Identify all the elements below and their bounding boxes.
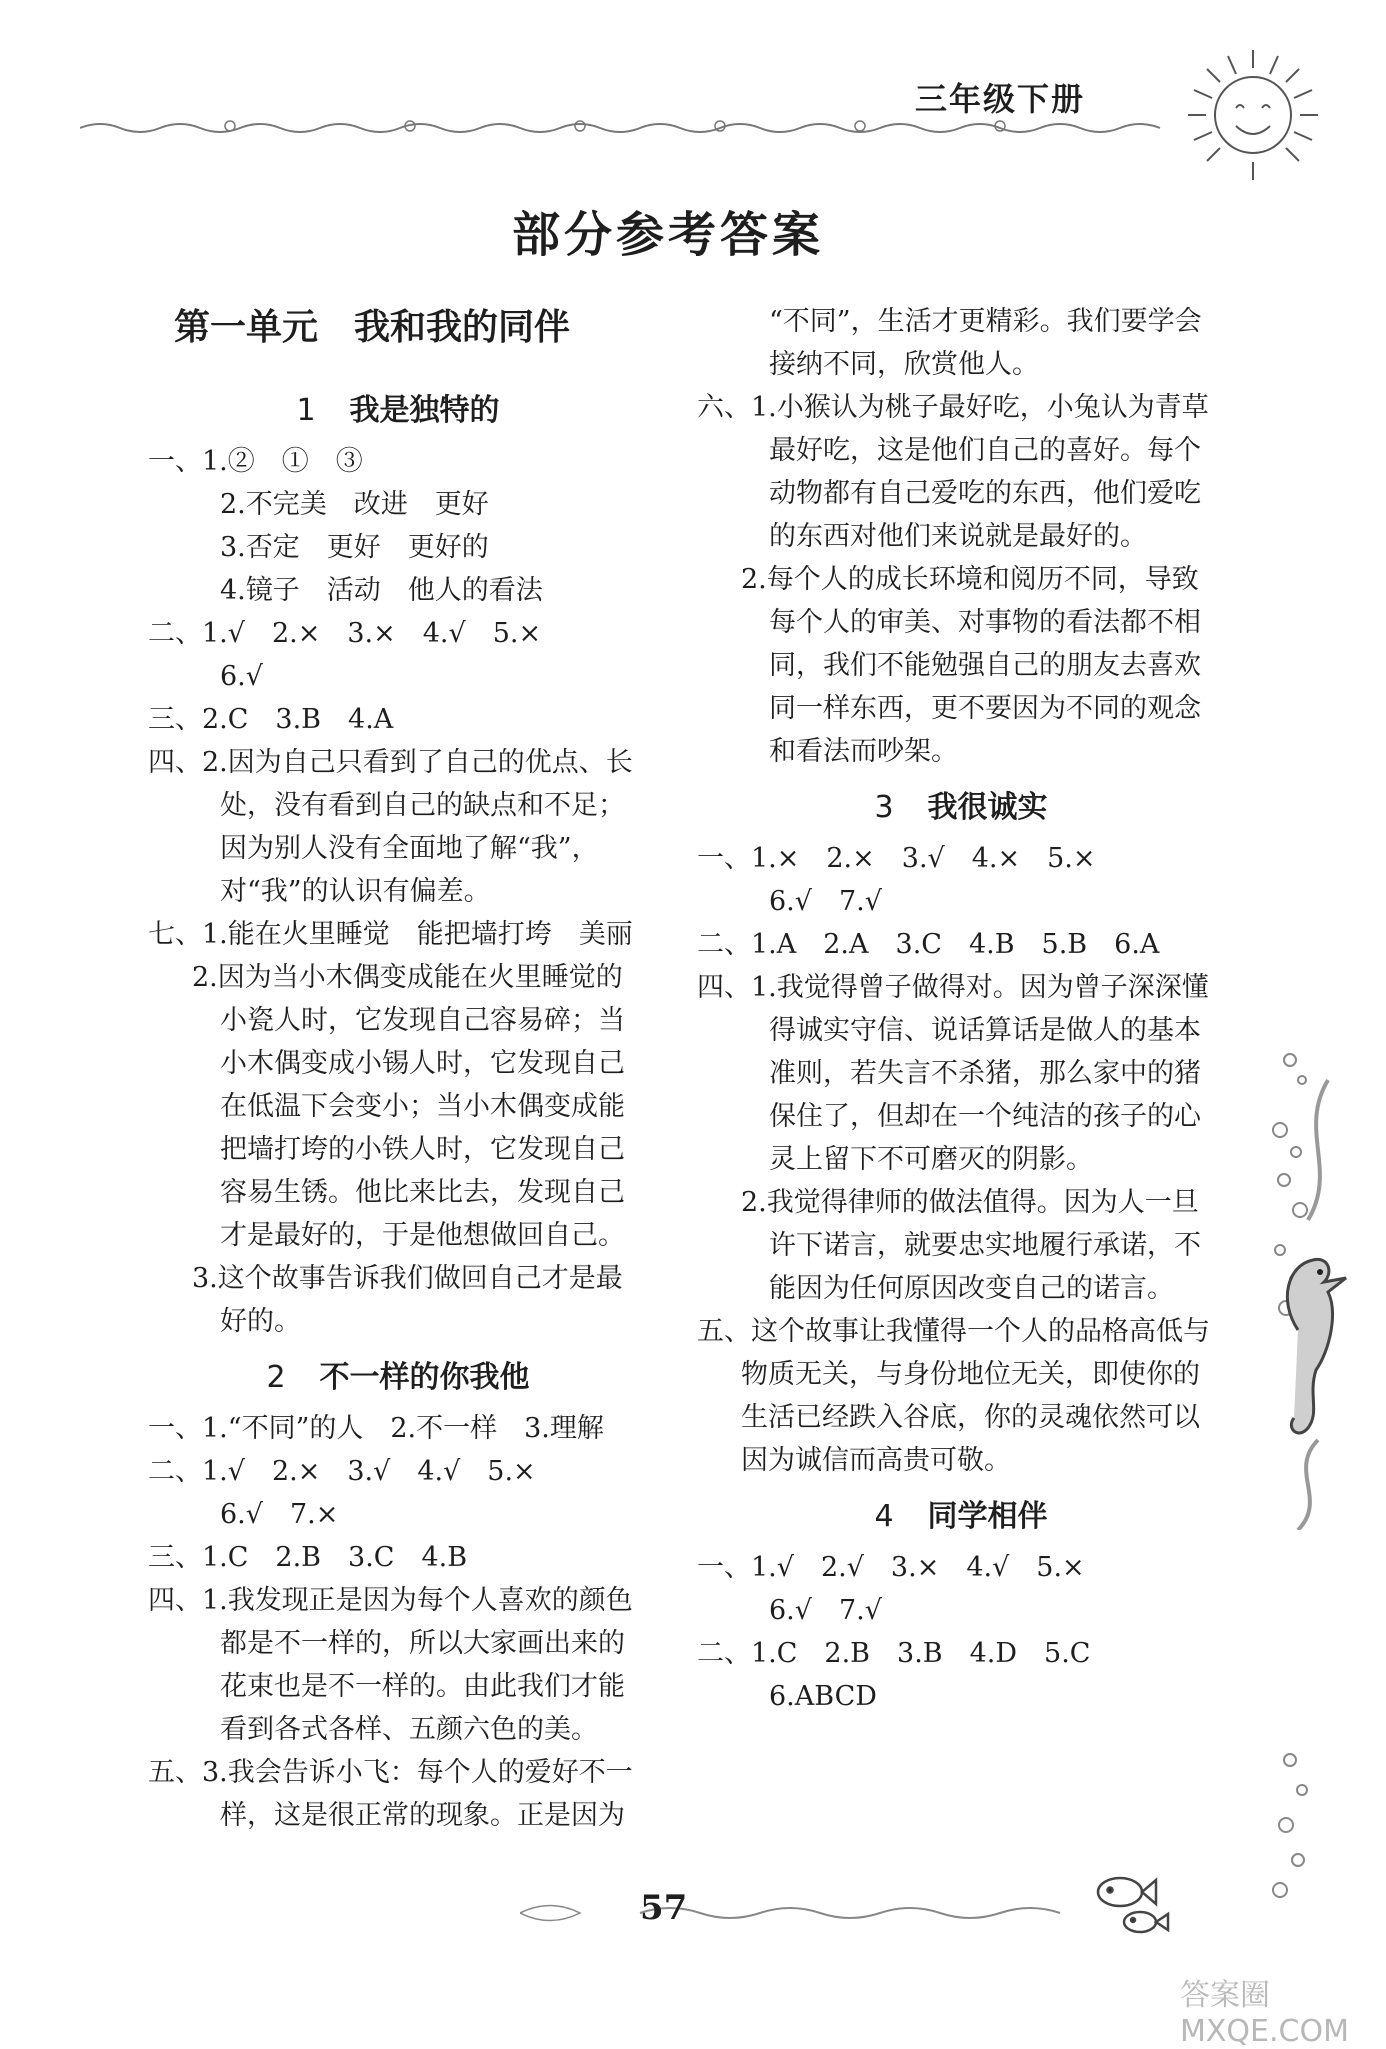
answer-line: 二、1.A 2.A 3.C 4.B 5.B 6.A (697, 929, 1160, 960)
lesson-name: 我是独特的 (349, 393, 500, 428)
lesson-number: 2 (266, 1360, 286, 1395)
answer-line: 6.ABCD (769, 1681, 877, 1712)
answer-paragraph: 五、这个故事让我懂得一个人的品格高低与物质无关，与身份地位无关，即使你的生活已经跌入谷底，你的灵魂依然可以因为诚信而高贵可敬。 (697, 1316, 1210, 1476)
answer-line: 6.√ 7.√ (769, 886, 882, 917)
fish-icon (1090, 1870, 1180, 1940)
answer-line: 一、1.“不同”的人 2.不一样 3.理解 (148, 1413, 604, 1444)
left-column (148, 290, 648, 1837)
answer-paragraph: 四、2.因为自己只看到了自己的优点、长处，没有看到自己的缺点和不足；因为别人没有全面地了解“我”，对“我”的认识有偏差。 (148, 747, 633, 907)
lesson-number: 1 (296, 393, 316, 428)
lesson-name: 我很诚实 (927, 790, 1048, 825)
answer-line: 6.√ (220, 661, 263, 692)
answer-line: 4.镜子 活动 他人的看法 (220, 575, 543, 606)
sun-icon (1178, 40, 1328, 190)
answer-paragraph: 四、1.我觉得曾子做得对。因为曾子深深懂得诚实守信、说话算话是做人的基本准则，若失言不杀猪，那么家中的猪保住了，但却在一个纯洁的孩子的心灵上留下不可磨灭的阴影。 (697, 972, 1209, 1175)
watermark: 答案圈 MXQE.COM (1180, 1978, 1349, 2049)
answer-line: 三、1.C 2.B 3.C 4.B (148, 1542, 468, 1573)
answer-line: 一、1.× 2.× 3.√ 4.× 5.× (697, 843, 1096, 874)
answer-line: 二、1.√ 2.× 3.√ 4.√ 5.× (148, 1456, 536, 1487)
lesson-title-2 (148, 1349, 648, 1407)
lesson-title-1 (148, 382, 648, 440)
answer-line: 6.√ 7.√ (769, 1595, 882, 1626)
answer-paragraph: 六、1.小猴认为桃子最好吃，小兔认为青草最好吃，这是他们自己的喜好。每个动物都有自己爱吃的东西，他们爱吃的东西对他们来说就是最好的。 (697, 392, 1209, 552)
lesson-title-3 (697, 779, 1225, 837)
answer-paragraph: “不同”，生活才更精彩。我们要学会接纳不同，欣赏他人。 (769, 306, 1202, 380)
answer-line: 3.否定 更好 更好的 (220, 532, 489, 563)
right-column (697, 300, 1225, 1718)
page-number: 57 (640, 1888, 688, 1928)
answer-paragraph: 五、3.我会告诉小飞：每个人的爱好不一样，这是很正常的现象。正是因为 (148, 1757, 633, 1831)
seahorse-icon (1228, 1050, 1348, 1530)
header-decorative-rule (80, 110, 1190, 140)
answer-paragraph: 2.因为当小木偶变成能在火里睡觉的小瓷人时，它发现自己容易碎；当小木偶变成小锡人时，它发现自己在低温下会变小；当小木偶变成能把墙打垮的小铁人时，它发现自己容易生锈。他比来比去，发现自己才是最好的，于是他想做回自己。 (192, 962, 625, 1251)
answer-line: 2.不完美 改进 更好 (220, 489, 489, 520)
lesson-title-4 (697, 1488, 1225, 1546)
answer-paragraph: 2.每个人的成长环境和阅历不同，导致每个人的审美、对事物的看法都不相同，我们不能勉强自己的朋友去喜欢同一样东西，更不要因为不同的观念和看法而吵架。 (741, 564, 1201, 767)
answer-line: 6.√ 7.× (220, 1499, 339, 1530)
unit-title: 第一单元 我和我的同伴 (174, 307, 571, 348)
footer-decorative-rule (520, 1898, 1100, 1928)
answer-line: 二、1.C 2.B 3.B 4.D 5.C (697, 1638, 1091, 1669)
answer-line: 二、1.√ 2.× 3.× 4.√ 5.× (148, 618, 542, 649)
answer-paragraph: 四、1.我发现正是因为每个人喜欢的颜色都是不一样的，所以大家画出来的花束也是不一样的。由此我们才能看到各式各样、五颜六色的美。 (148, 1585, 633, 1745)
answer-paragraph: 3.这个故事告诉我们做回自己才是最好的。 (192, 1263, 623, 1337)
grade-label: 三年级下册 (915, 80, 1086, 118)
page-title: 部分参考答案 (511, 207, 824, 263)
lesson-number: 3 (874, 790, 894, 825)
lesson-name: 不一样的你我他 (319, 1360, 530, 1395)
lesson-number: 4 (874, 1499, 894, 1534)
answer-line: 七、1.能在火里睡觉 能把墙打垮 美丽 (148, 919, 633, 950)
answer-paragraph: 2.我觉得律师的做法值得。因为人一旦许下诺言，就要忠实地履行承诺，不能因为任何原因改变自己的诺言。 (741, 1187, 1201, 1304)
lesson-name: 同学相伴 (927, 1499, 1048, 1534)
answer-line: 一、1.√ 2.√ 3.× 4.√ 5.× (697, 1552, 1085, 1583)
answer-line: 三、2.C 3.B 4.A (148, 704, 394, 735)
answer-line: 一、1.② ① ③ (148, 446, 363, 477)
